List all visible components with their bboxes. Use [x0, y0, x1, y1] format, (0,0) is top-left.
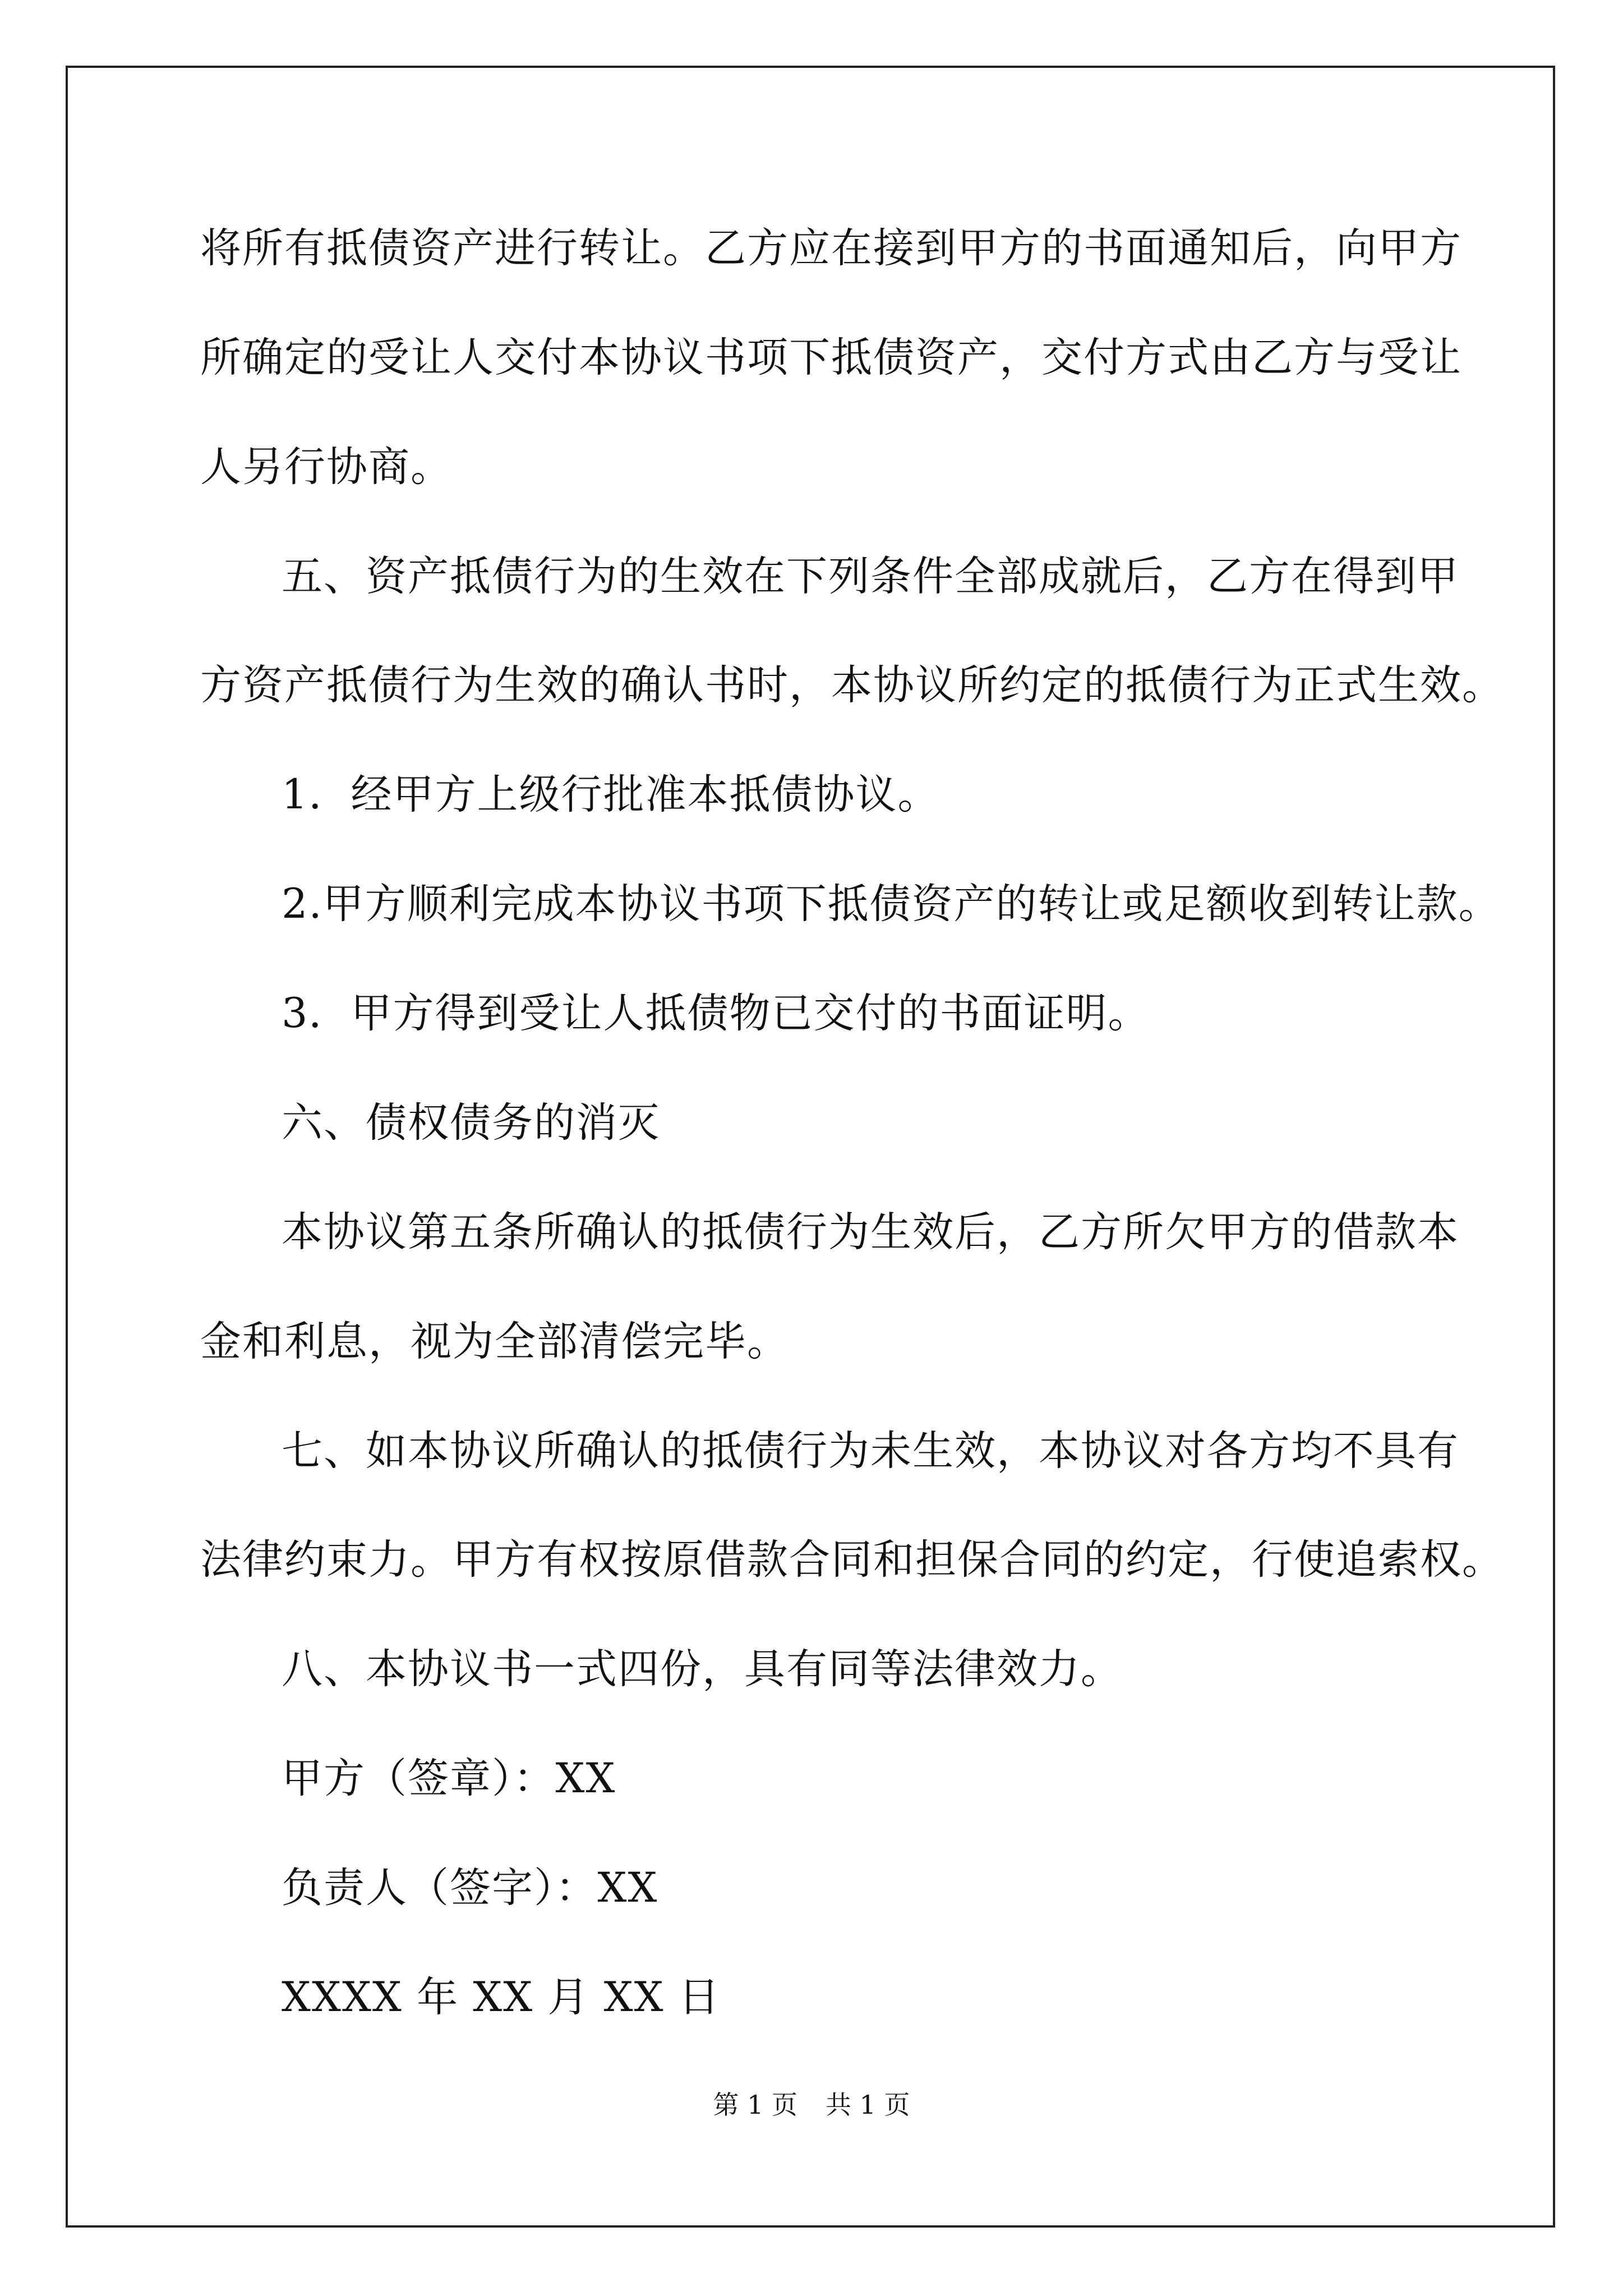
- party-a-signature: 甲方（签章）：XX: [282, 1755, 616, 1802]
- body-line: 将所有抵债资产进行转让。乙方应在接到甲方的书面通知后，向甲方: [200, 224, 1462, 272]
- clause-six-heading: 六、债权债务的消灭: [282, 1099, 660, 1147]
- body-line: 金和利息，视为全部清偿完毕。: [200, 1318, 789, 1365]
- total-page-count: 共 1 页: [826, 2090, 910, 2120]
- responsible-person-signature: 负责人（签字）：XX: [282, 1864, 658, 1912]
- condition-item-3: 3．甲方得到受让人抵债物已交付的书面证明。: [282, 990, 1150, 1037]
- clause-seven-line: 七、如本协议所确认的抵债行为未生效，本协议对各方均不具有: [282, 1427, 1459, 1475]
- body-line: 人另行协商。: [200, 443, 453, 491]
- body-line: 法律约束力。甲方有权按原借款合同和担保合同的约定，行使追索权。: [200, 1536, 1504, 1584]
- condition-item-2: 2.甲方顺利完成本协议书项下抵债资产的转让或足额收到转让款。: [282, 880, 1501, 928]
- clause-eight-line: 八、本协议书一式四份，具有同等法律效力。: [282, 1645, 1123, 1693]
- current-page-number: 第 1 页: [713, 2090, 797, 2120]
- signing-date: XXXX 年 XX 月 XX 日: [282, 1973, 721, 2021]
- body-line: 本协议第五条所确认的抵债行为生效后，乙方所欠甲方的借款本: [282, 1208, 1459, 1256]
- body-line: 所确定的受让人交付本协议书项下抵债资产，交付方式由乙方与受让: [200, 334, 1462, 381]
- page-footer: [0, 2088, 1623, 2122]
- condition-item-1: 1．经甲方上级行批准本抵债协议。: [282, 771, 940, 818]
- clause-five-line: 五、资产抵债行为的生效在下列条件全部成就后，乙方在得到甲: [282, 553, 1459, 600]
- body-line: 方资产抵债行为生效的确认书时，本协议所约定的抵债行为正式生效。: [200, 661, 1504, 709]
